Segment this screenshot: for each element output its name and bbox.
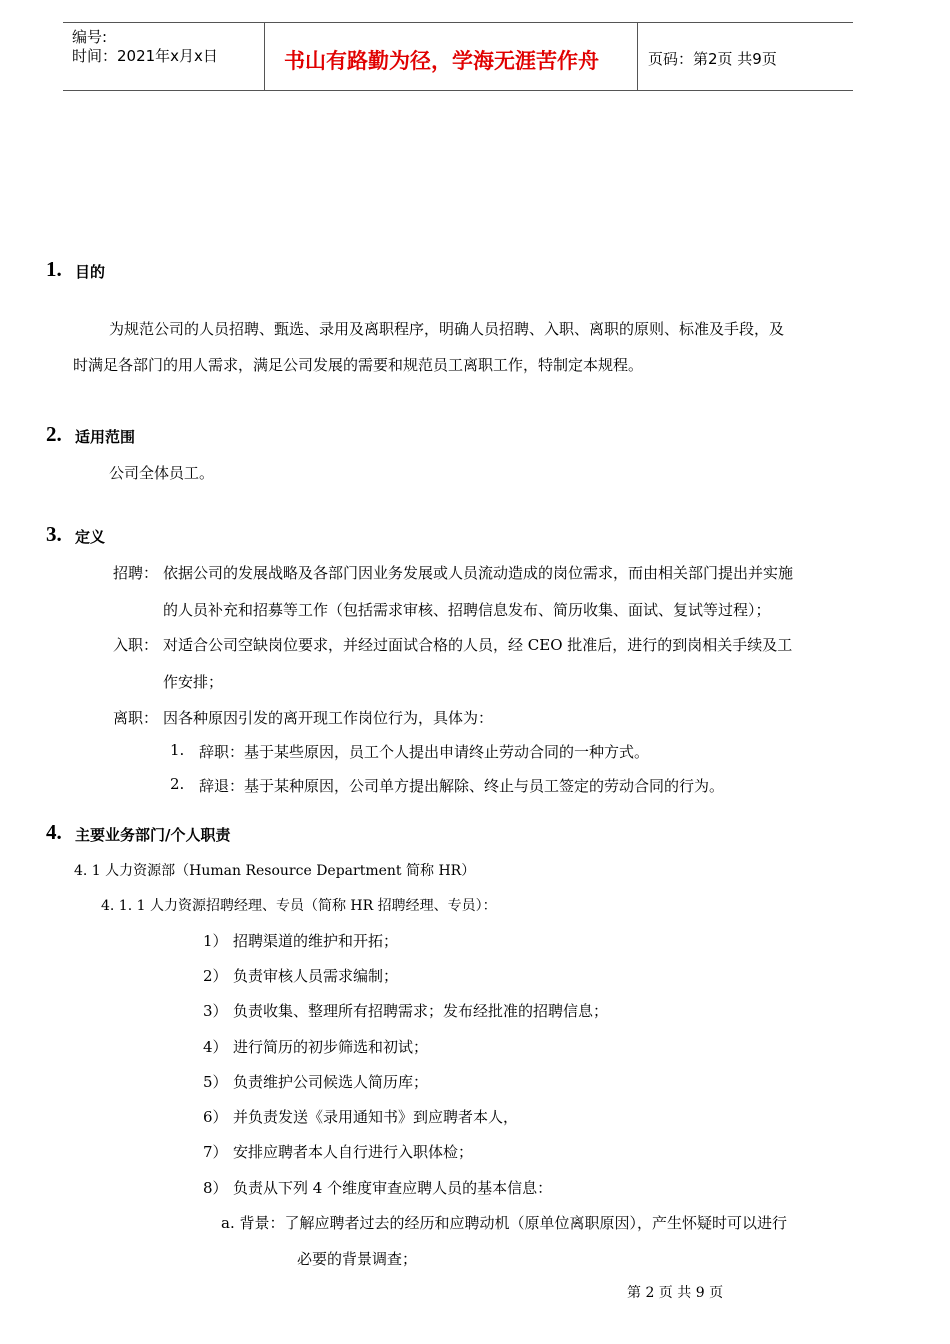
- section-2-paragraph: 公司全体员工。: [109, 464, 215, 482]
- definition-text-recruitment: 依据公司的发展战略及各部门因业务发展或人员流动造成的岗位需求，而由相关部门提出并实施: [163, 564, 794, 582]
- section-1-paragraph-line-2: 时满足各部门的用人需求，满足公司发展的需要和规范员工离职工作，特制定本规程。: [73, 356, 644, 374]
- list-item-number: 2）: [203, 967, 228, 985]
- header-page-indicator: 页码：第2页 共9页: [648, 50, 777, 68]
- list-item-number: 6）: [203, 1108, 228, 1126]
- list-item-text: 负责维护公司候选人简历库；: [233, 1073, 429, 1091]
- list-item-text: 负责审核人员需求编制；: [233, 967, 399, 985]
- definition-term-recruitment: 招聘：: [113, 564, 159, 582]
- section-4-title: 主要业务部门/个人职责: [75, 826, 231, 844]
- list-item-text: 负责收集、整理所有招聘需求；发布经批准的招聘信息；: [233, 1002, 609, 1020]
- definition-term-resignation: 离职：: [113, 709, 159, 727]
- header-top-rule: [63, 22, 853, 23]
- definition-cont-onboarding: 作安排；: [163, 673, 224, 691]
- list-item-number: 1）: [203, 932, 228, 950]
- section-2-number: 2.: [46, 422, 62, 446]
- section-3-title: 定义: [75, 528, 106, 546]
- alpha-item-cont: 必要的背景调查；: [297, 1250, 418, 1268]
- sub-item-number: 2.: [170, 775, 185, 793]
- sub-item-number: 1.: [170, 741, 185, 759]
- list-item-number: 4）: [203, 1038, 228, 1056]
- definition-term-onboarding: 入职：: [113, 636, 159, 654]
- document-time-label: 时间：2021年x月x日: [72, 47, 218, 65]
- section-4-number: 4.: [46, 820, 62, 844]
- section-1-title: 目的: [75, 263, 106, 281]
- definition-text-onboarding: 对适合公司空缺岗位要求，并经过面试合格的人员，经 CEO 批准后，进行的到岗相关手续及工: [163, 636, 793, 654]
- document-number-label: 编号:: [72, 28, 108, 46]
- header-divider-left: [264, 22, 265, 90]
- list-item-number: 5）: [203, 1073, 228, 1091]
- section-1-paragraph-line-1: 为规范公司的人员招聘、甄选、录用及离职程序，明确人员招聘、入职、离职的原则、标准及手段，及: [109, 320, 785, 338]
- list-item-text: 招聘渠道的维护和开拓；: [233, 932, 399, 950]
- list-item-number: 7）: [203, 1143, 228, 1161]
- footer-page-number: 第 2 页 共 9 页: [627, 1285, 724, 1301]
- section-4-subsubheading: 4. 1. 1 人力资源招聘经理、专员（简称 HR 招聘经理、专员）：: [101, 898, 497, 914]
- list-item-text: 并负责发送《录用通知书》到应聘者本人，: [233, 1108, 519, 1126]
- list-item-text: 进行简历的初步筛选和初试；: [233, 1038, 429, 1056]
- definition-cont-recruitment: 的人员补充和招募等工作（包括需求审核、招聘信息发布、简历收集、面试、复试等过程）；: [163, 601, 771, 619]
- section-3-number: 3.: [46, 522, 62, 546]
- list-item-text: 安排应聘者本人自行进行入职体检；: [233, 1143, 474, 1161]
- list-item-number: 8）: [203, 1179, 228, 1197]
- definition-text-resignation: 因各种原因引发的离开现工作岗位行为，具体为：: [163, 709, 494, 727]
- sub-item-text: 辞退：基于某种原因，公司单方提出解除、终止与员工签定的劳动合同的行为。: [199, 777, 725, 795]
- section-2-title: 适用范围: [75, 428, 136, 446]
- list-item-text: 负责从下列 4 个维度审查应聘人员的基本信息：: [233, 1179, 553, 1197]
- header-bottom-rule: [63, 90, 853, 91]
- header-motto: 书山有路勤为径，学海无涯苦作舟: [284, 49, 599, 73]
- section-1-number: 1.: [46, 257, 62, 281]
- sub-item-text: 辞职：基于某些原因，员工个人提出申请终止劳动合同的一种方式。: [199, 743, 650, 761]
- header-divider-right: [637, 22, 638, 90]
- section-4-subheading: 4. 1 人力资源部（Human Resource Department 简称 HR）: [74, 863, 476, 879]
- alpha-item-lead: a. 背景：了解应聘者过去的经历和应聘动机（原单位离职原因），产生怀疑时可以进行: [221, 1214, 787, 1232]
- list-item-number: 3）: [203, 1002, 228, 1020]
